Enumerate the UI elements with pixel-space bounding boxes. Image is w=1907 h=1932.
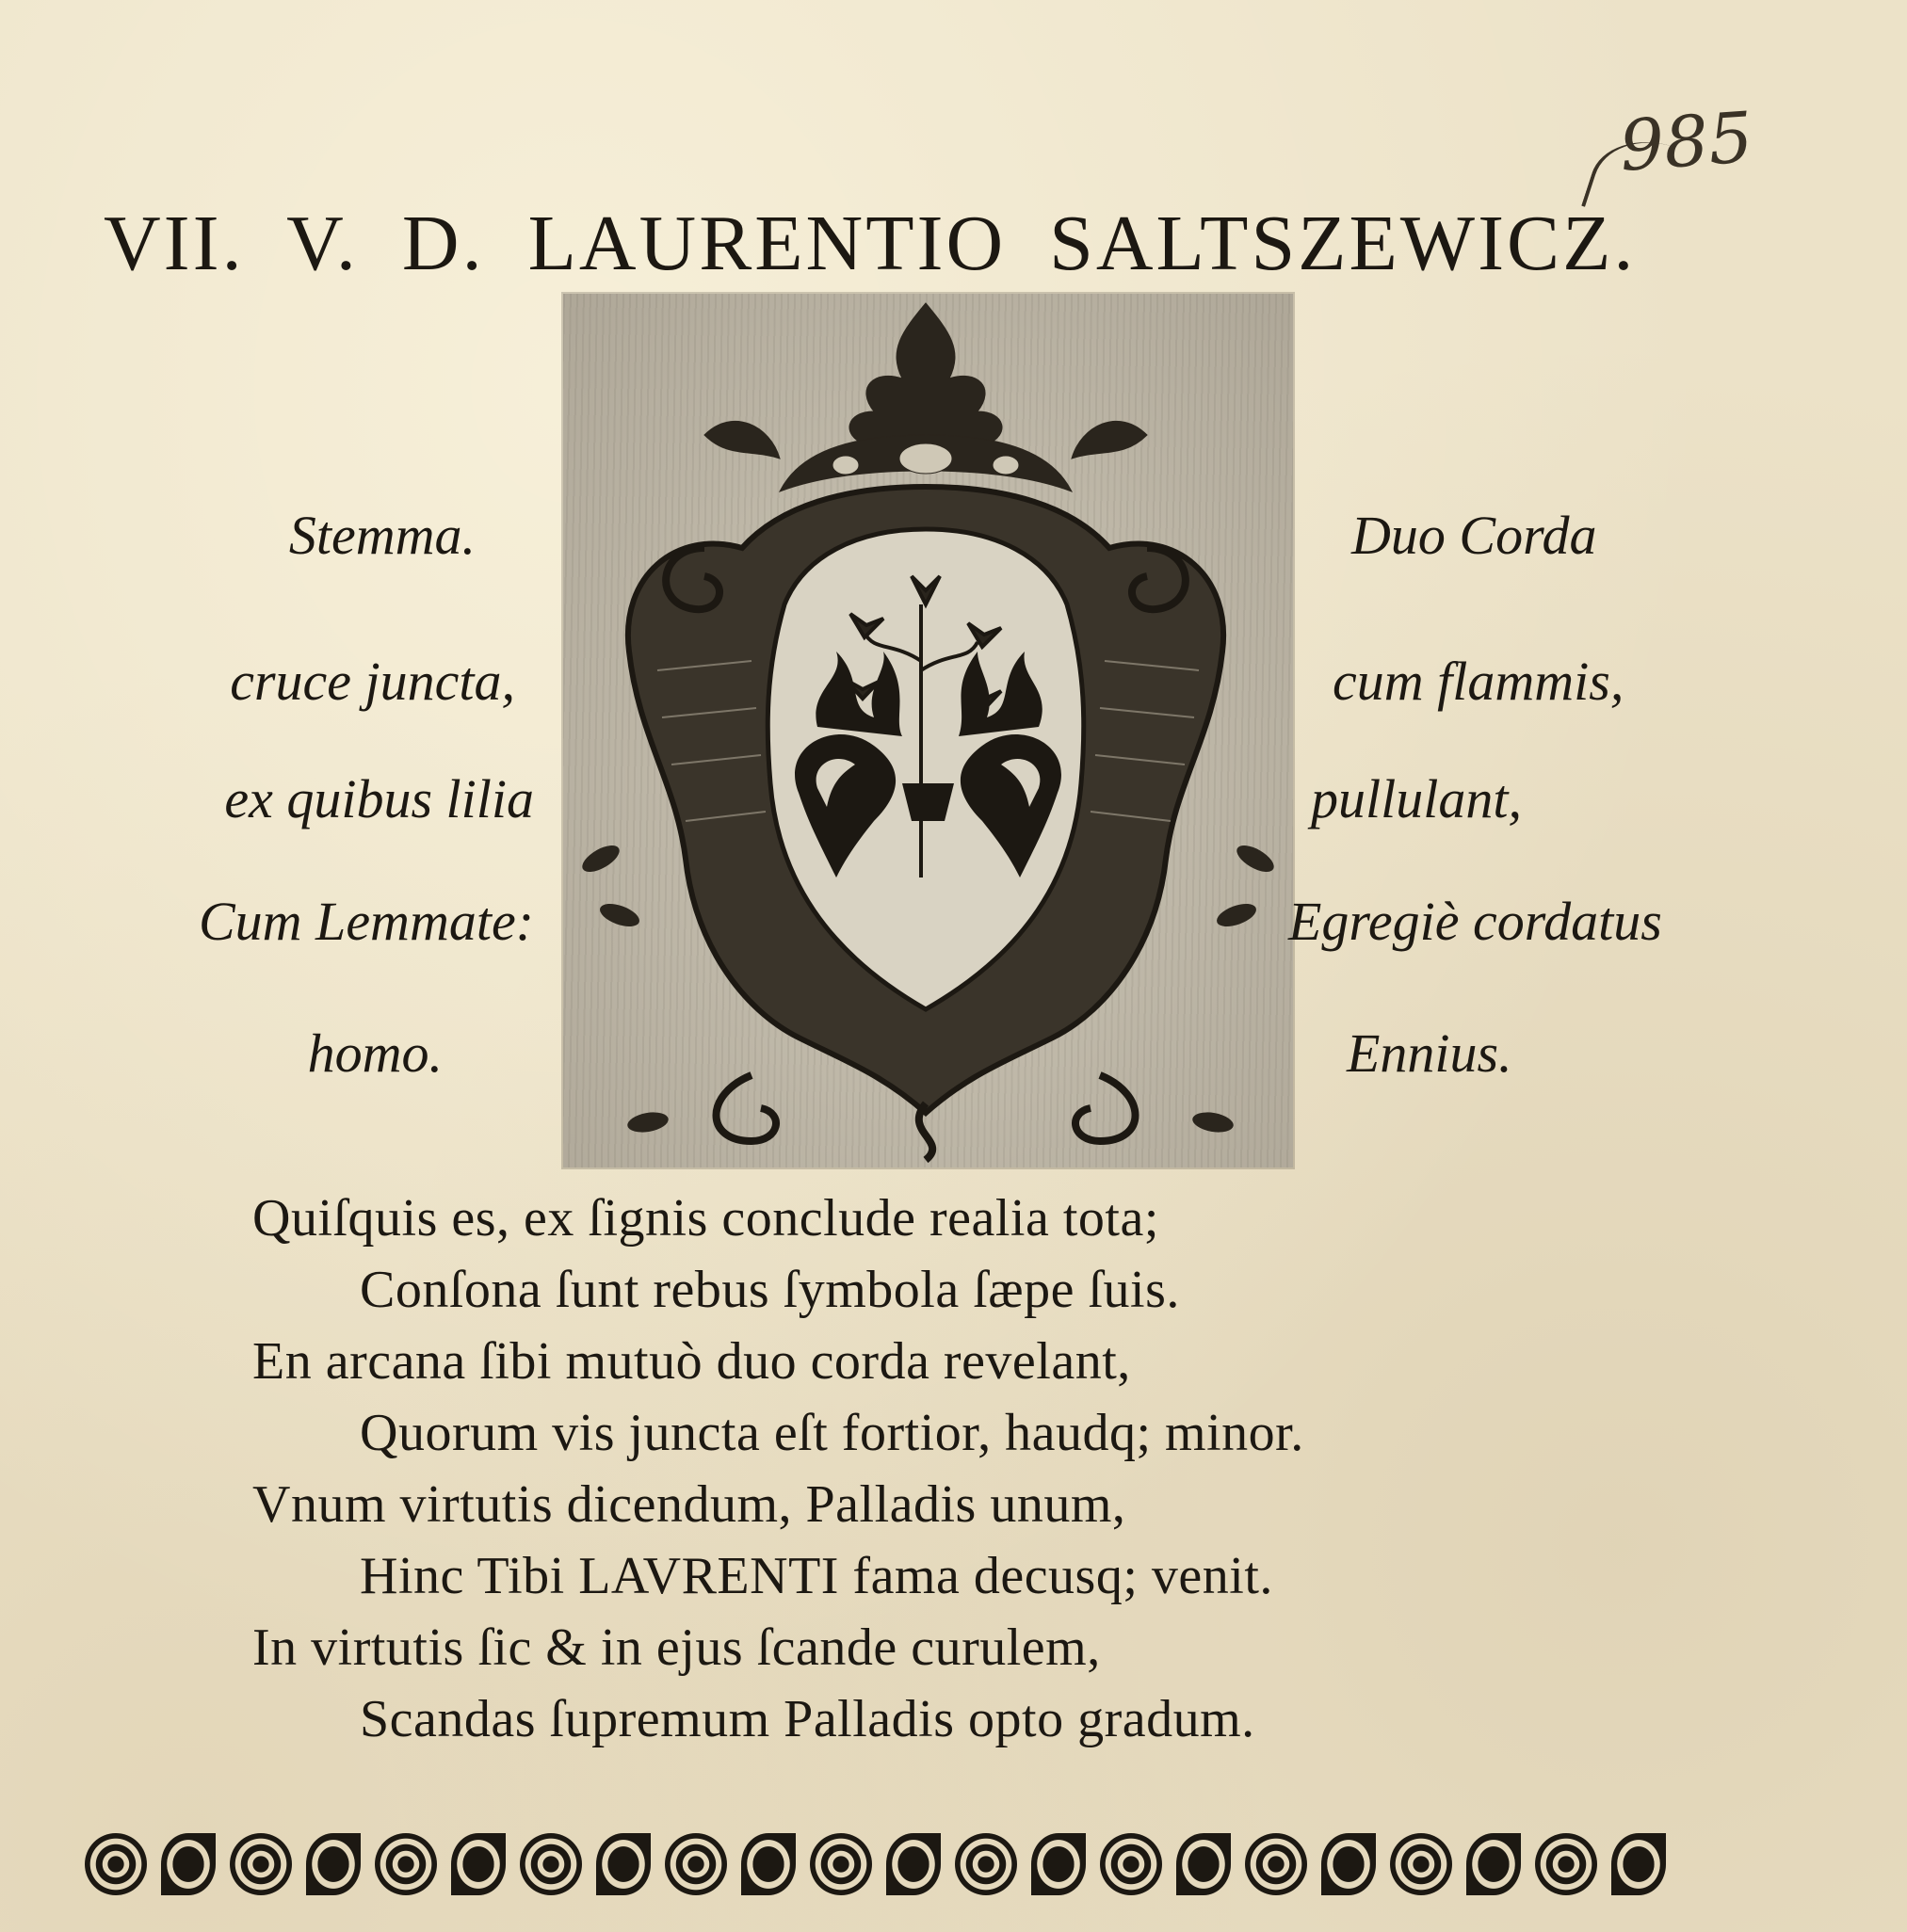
ornamental-border [85, 1819, 1733, 1908]
right-caption-line: pullulant, [1311, 768, 1522, 829]
leaf-ornament-icon [161, 1833, 216, 1895]
leaf-ornament-icon [1611, 1833, 1666, 1895]
rosette-icon [1535, 1833, 1597, 1895]
leaf-ornament-icon [306, 1833, 361, 1895]
rosette-icon [85, 1833, 147, 1895]
right-caption-line: Egregiè cordatus [1288, 891, 1662, 952]
leaf-ornament-icon [886, 1833, 941, 1895]
leaf-ornament-icon [1321, 1833, 1376, 1895]
left-caption-line: Stemma. [288, 505, 476, 566]
verse-line: En arcana ſibi mutuò duo corda revelant, [252, 1332, 1131, 1391]
coat-of-arms-engraving [563, 294, 1293, 1167]
rosette-icon [520, 1833, 582, 1895]
page-title: VII. V. D. LAURENTIO SALTSZEWICZ. [104, 200, 1637, 287]
leaf-ornament-icon [596, 1833, 651, 1895]
rosette-icon [375, 1833, 437, 1895]
verse-line: Conſona ſunt rebus ſymbola ſæpe ſuis. [360, 1261, 1180, 1319]
leaf-ornament-icon [451, 1833, 506, 1895]
leaf-ornament-icon [1466, 1833, 1521, 1895]
verse-line: Scandas ſupremum Palladis opto gradum. [360, 1690, 1255, 1748]
rosette-icon [1245, 1833, 1307, 1895]
verse-line: In virtutis ſic & in ejus ſcande curulem, [252, 1618, 1101, 1677]
leaf-ornament-icon [1031, 1833, 1086, 1895]
rosette-icon [810, 1833, 872, 1895]
leaf-ornament-icon [1176, 1833, 1231, 1895]
verse-line: Quorum vis juncta eſt fortior, haudq; minor. [360, 1404, 1304, 1462]
leaf-ornament-icon [741, 1833, 796, 1895]
left-caption-line: homo. [307, 1022, 443, 1084]
rosette-icon [955, 1833, 1017, 1895]
rosette-icon [1390, 1833, 1452, 1895]
rosette-icon [230, 1833, 292, 1895]
left-caption-line: ex quibus lilia [224, 768, 534, 829]
page-number: 985 [1617, 97, 1756, 187]
verse-line: Hinc Tibi LAVRENTI fama decusq; venit. [360, 1547, 1273, 1605]
rosette-icon [665, 1833, 727, 1895]
right-caption-line: cum flammis, [1333, 651, 1624, 712]
left-caption-line: Cum Lemmate: [198, 891, 534, 952]
left-caption-line: cruce juncta, [230, 651, 515, 712]
verse-line: Quiſquis es, ex ſignis conclude realia tota; [252, 1189, 1159, 1248]
right-caption-line: Duo Corda [1351, 505, 1597, 566]
bleed-through-text [1497, 311, 1511, 376]
verse-line: Vnum virtutis dicendum, Palladis unum, [252, 1475, 1126, 1534]
coat-of-arms-icon [563, 294, 1293, 1167]
rosette-icon [1100, 1833, 1162, 1895]
right-caption-line: Ennius. [1347, 1022, 1512, 1084]
